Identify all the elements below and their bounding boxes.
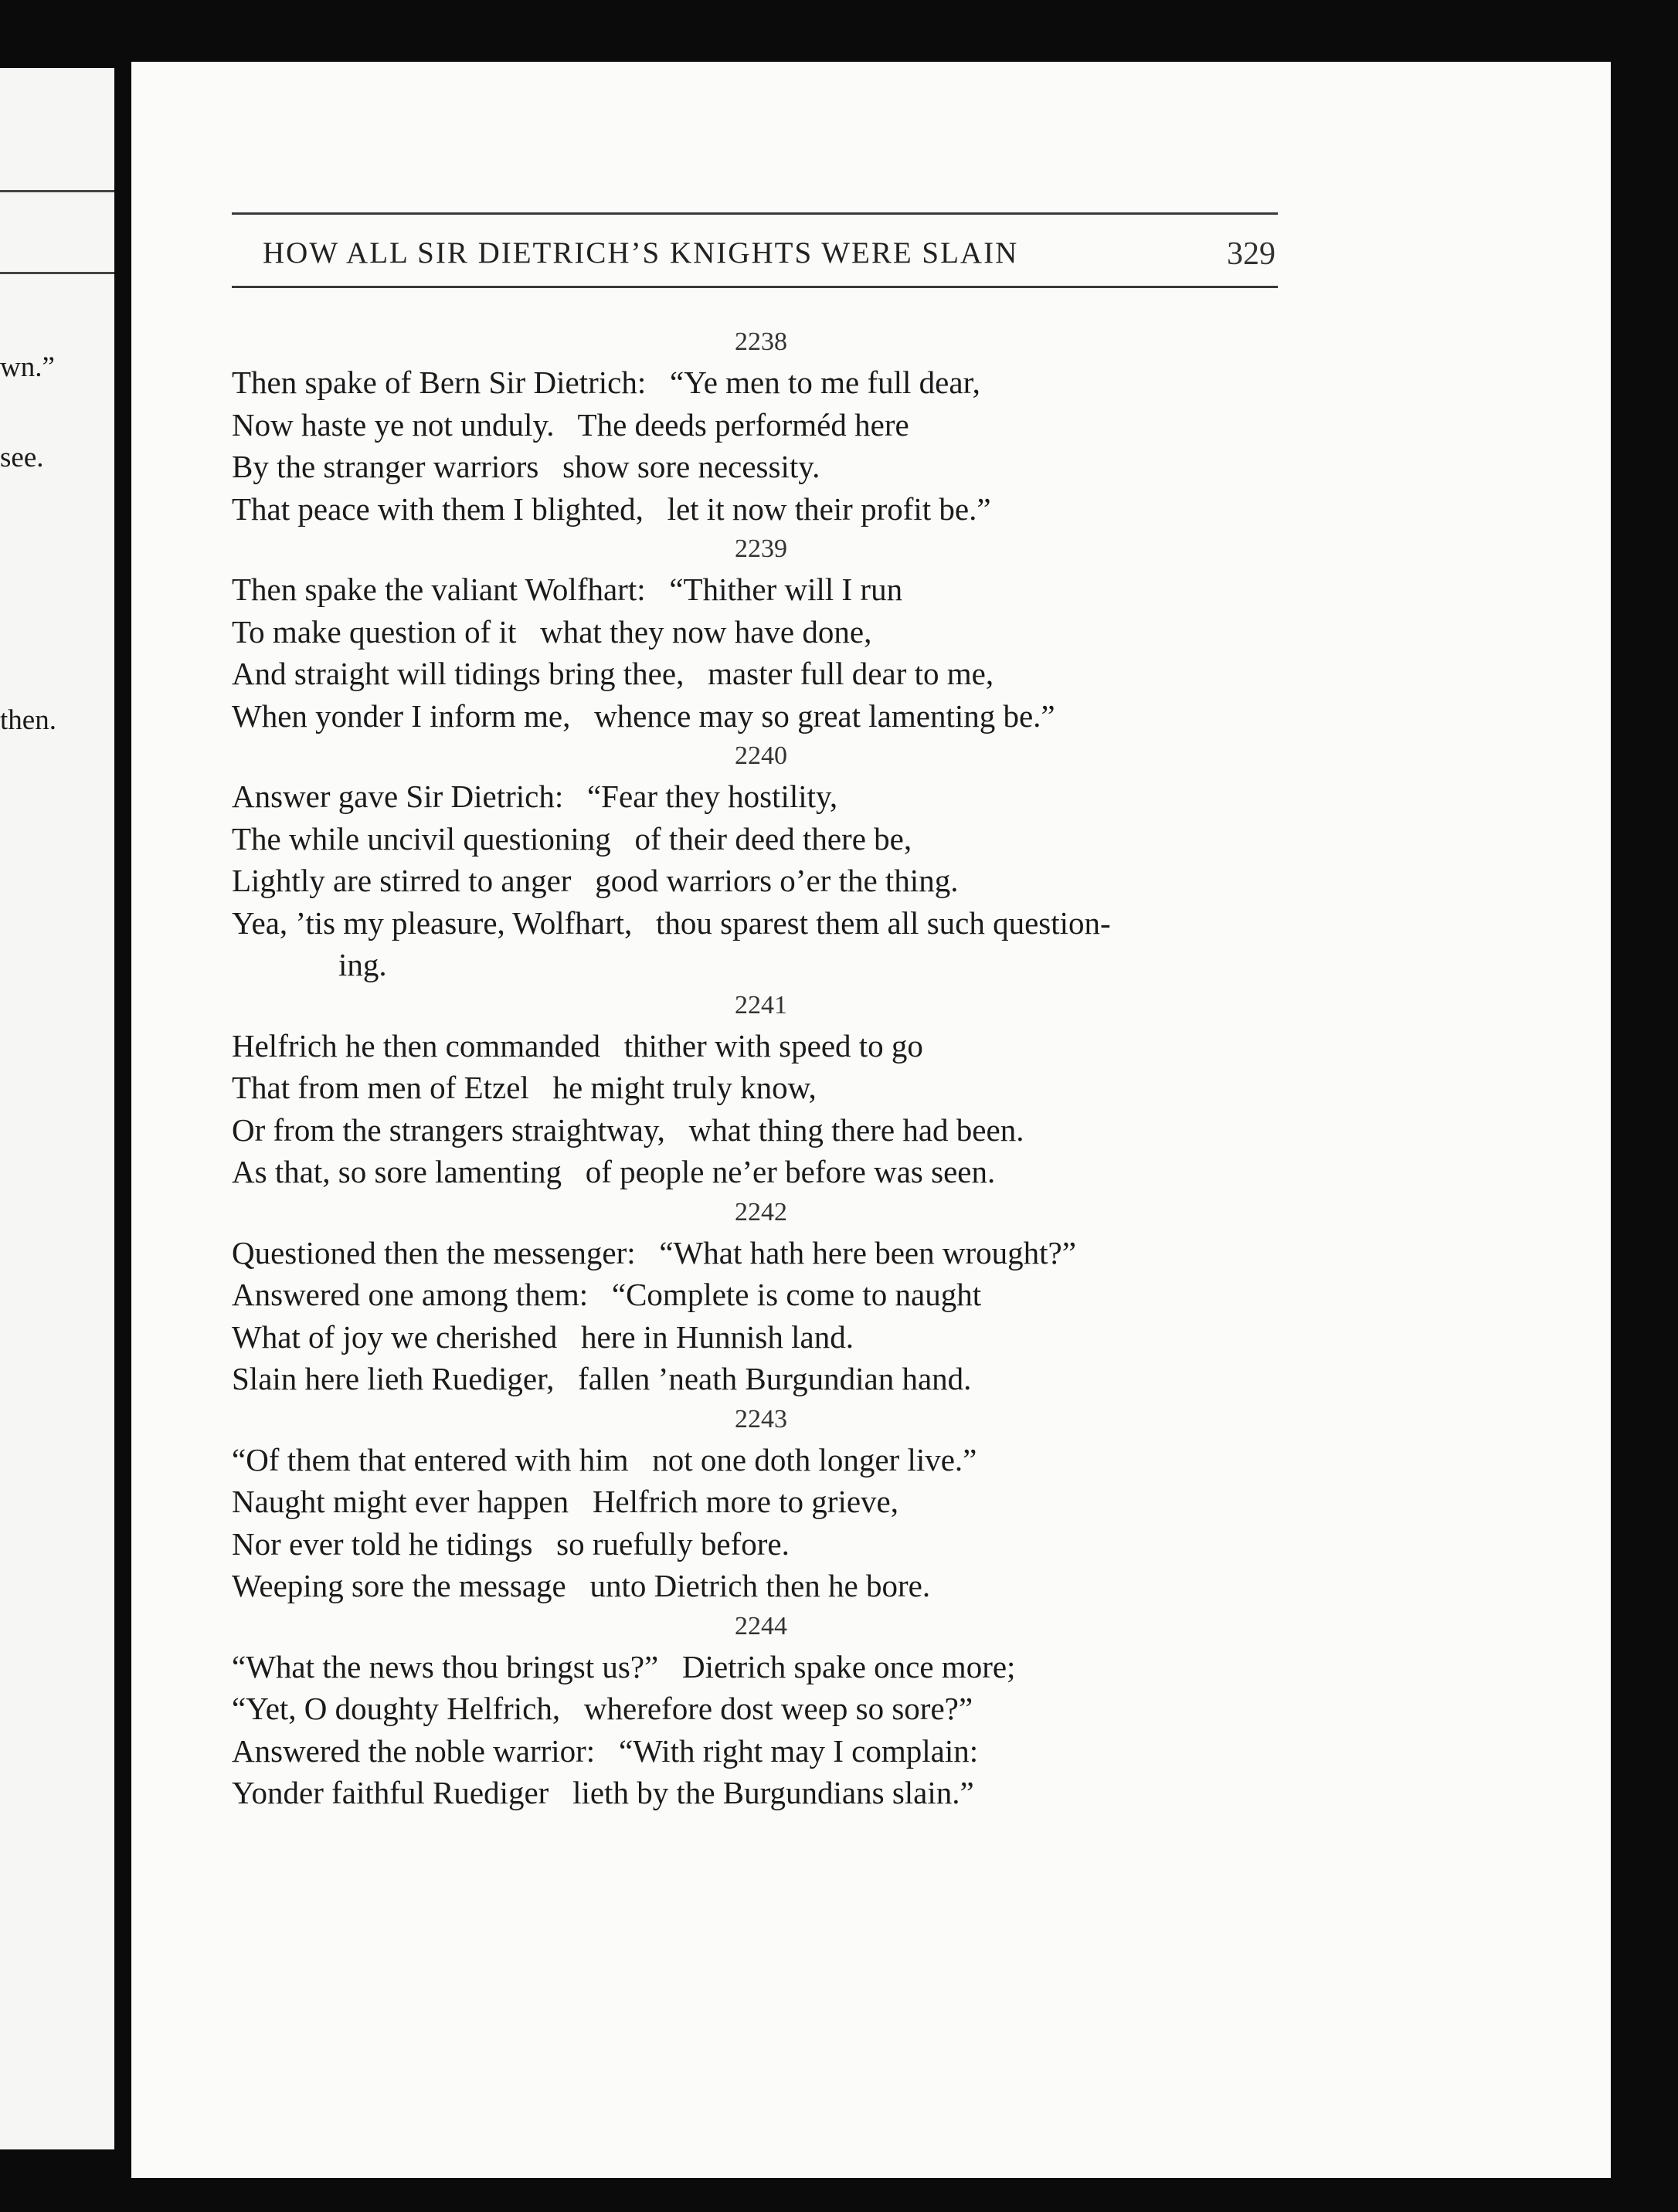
verse-line: By the stranger warriors show sore necessity. [232, 449, 820, 484]
verse-line: Naught might ever happen Helfrich more to grieve, [232, 1484, 898, 1519]
verse-line: Then spake of Bern Sir Dietrich: “Ye men to me full dear, [232, 365, 980, 400]
stanza [232, 737, 1313, 986]
verse-line: As that, so sore lamenting of people ne’er before was seen. [232, 1154, 996, 1189]
stanza-number: 2239 [735, 534, 787, 563]
verse-line: Then spake the valiant Wolfhart: “Thither will I run [232, 572, 903, 607]
stanza [232, 323, 1313, 530]
stanza-number: 2240 [735, 741, 787, 770]
stanza [232, 1193, 1313, 1400]
verse-line: Or from the strangers straightway, what thing there had been. [232, 1111, 1024, 1148]
verse-line: Slain here lieth Ruediger, fallen ’neath Burgundian hand. [232, 1361, 972, 1396]
verse-line: Yea, ’tis my pleasure, Wolfhart, thou sparest them all such question- [232, 904, 1111, 941]
verse-line: Yonder faithful Ruediger lieth by the Burgundians slain.” [232, 1775, 974, 1810]
stanza-number: 2241 [735, 990, 787, 1019]
verse-line: Answered the noble warrior: “With right may I complain: [232, 1732, 979, 1769]
facing-page-fragment: then. [0, 704, 56, 736]
verse-line: To make question of it what they now have done, [232, 613, 872, 650]
stanza-number: 2243 [735, 1404, 787, 1433]
stanza [232, 986, 1313, 1193]
verse-line: When yonder I inform me, whence may so great lamenting be.” [232, 697, 1055, 734]
stanza-list [232, 323, 1313, 1814]
header-rule-bottom [232, 286, 1278, 288]
header-rule-top [232, 212, 1278, 215]
verse-line: “Yet, O doughty Helfrich, wherefore dost weep so sore?” [232, 1691, 973, 1726]
verse-line: Nor ever told he tidings so ruefully before. [232, 1525, 790, 1562]
stanza [232, 1607, 1313, 1814]
verse-line: Now haste ye not unduly. The deeds performéd here [232, 406, 909, 443]
facing-page-left [0, 68, 114, 2149]
facing-page-fragment: see. [0, 442, 44, 473]
stanza-number: 2242 [735, 1197, 787, 1226]
verse-line: That peace with them I blighted, let it now their profit be.” [232, 490, 991, 527]
verse-line: What of joy we cherished here in Hunnish land. [232, 1318, 854, 1355]
verse-line: Lightly are stirred to anger good warriors o’er the thing. [232, 863, 959, 898]
verse-line-continuation: ing. [338, 947, 387, 982]
verse-line: Answer gave Sir Dietrich: “Fear they hostility, [232, 779, 838, 814]
running-head: HOW ALL SIR DIETRICH’S KNIGHTS WERE SLAIN [263, 236, 1019, 270]
stanza-number: 2244 [735, 1611, 787, 1640]
verse-line: And straight will tidings bring thee, master full dear to me, [232, 656, 994, 691]
stanza [232, 530, 1313, 737]
facing-page-fragment: wn.” [0, 351, 55, 383]
stanza [232, 1400, 1313, 1607]
book-page [131, 62, 1611, 2178]
verse-line: “What the news thou bringst us?” Dietrich spake once more; [232, 1648, 1016, 1684]
verse-line: “Of them that entered with him not one doth longer live.” [232, 1441, 977, 1477]
verse-line: Weeping sore the message unto Dietrich then he bore. [232, 1568, 931, 1603]
stanza-number: 2238 [735, 327, 787, 356]
verse-line: That from men of Etzel he might truly know, [232, 1070, 817, 1105]
facing-page-rule-top [0, 190, 114, 192]
verse-line: Answered one among them: “Complete is come to naught [232, 1277, 982, 1312]
verse-line: Questioned then the messenger: “What hath here been wrought?” [232, 1234, 1076, 1271]
verse-line: Helfrich he then commanded thither with speed to go [232, 1027, 923, 1064]
verse-line: The while uncivil questioning of their deed there be, [232, 820, 912, 857]
page-number: 329 [1227, 236, 1275, 272]
facing-page-rule-bottom [0, 272, 114, 274]
